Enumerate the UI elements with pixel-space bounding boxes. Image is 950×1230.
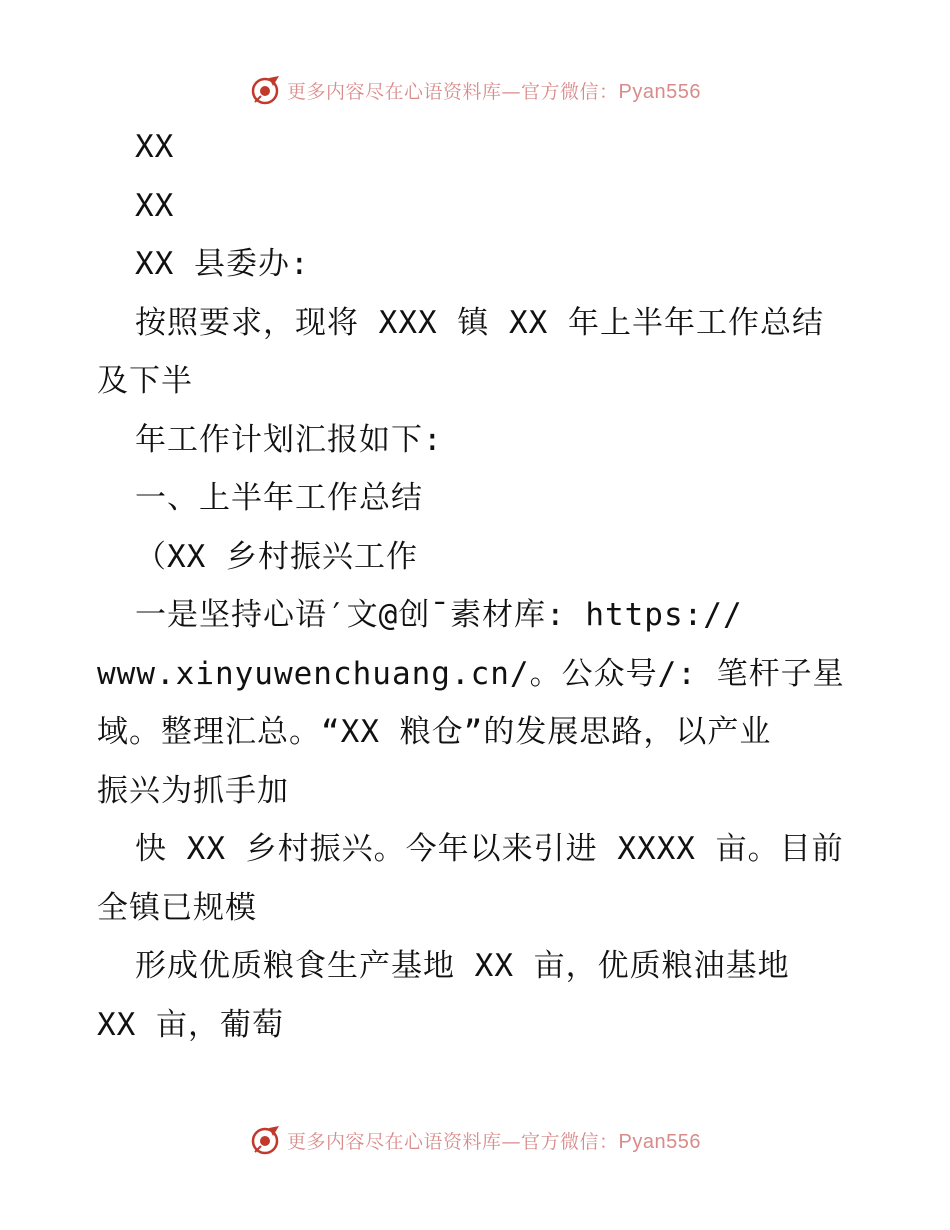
document-line: www.xinyuwenchuang.cn/。公众号/: 笔杆子星 [97, 655, 845, 692]
document-line: 全镇已规模 [97, 889, 257, 926]
document-line: 一、上半年工作总结 [135, 480, 423, 516]
quill-circle-logo-icon [249, 74, 281, 106]
document-line: 按照要求，现将 XXX 镇 XX 年上半年工作总结 [135, 304, 824, 341]
watermark-footer [0, 1120, 950, 1160]
document-line: 年工作计划汇报如下: [135, 421, 443, 458]
document-line: 一是坚持心语′文@创¯素材库: https:// [135, 597, 743, 633]
document-line: 及下半 [97, 363, 193, 399]
document-line: 形成优质粮食生产基地 XX 亩，优质粮油基地 [135, 948, 790, 984]
document-line: （XX 乡村振兴工作 [135, 538, 418, 575]
document-line: 振兴为抓手加 [97, 772, 289, 809]
watermark-header [0, 70, 950, 110]
document-line: XX [135, 187, 175, 224]
watermark-text: 更多内容尽在心语资料库—官方微信：Pyan556 [287, 80, 701, 103]
watermark-text: 更多内容尽在心语资料库—官方微信：Pyan556 [287, 1130, 701, 1153]
document-line: XX [135, 129, 175, 165]
document-body [97, 118, 857, 1054]
document-line: 域。整理汇总。“XX 粮仓”的发展思路，以产业 [97, 714, 772, 750]
document-line: 快 XX 乡村振兴。今年以来引进 XXXX 亩。目前 [135, 831, 844, 867]
document-line: XX 亩，葡萄 [97, 1006, 284, 1043]
quill-circle-logo-icon [249, 1124, 281, 1156]
document-line: XX 县委办: [135, 246, 310, 282]
